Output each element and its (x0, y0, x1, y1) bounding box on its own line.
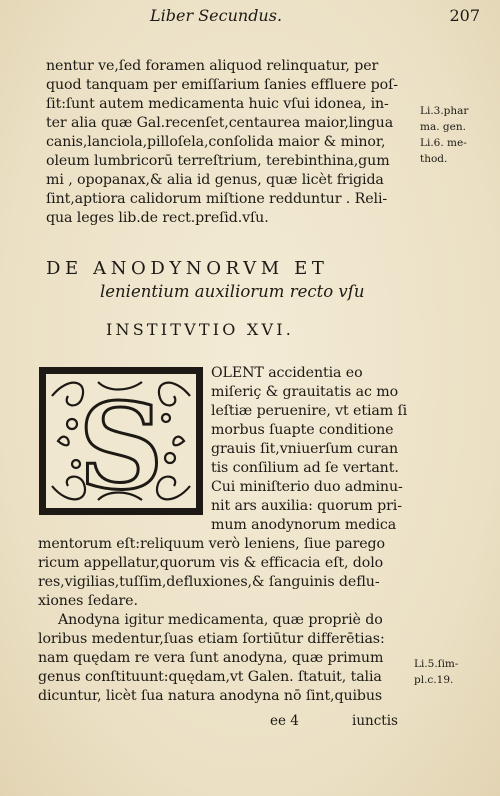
text-line: tis conſilium ad ſe vertant. (211, 460, 399, 476)
running-head-title: Liber Secundus. (150, 6, 283, 25)
text-line: morbus ſuapte conditione (211, 422, 394, 438)
text-line: loribus medentur,ſuas etiam ſortiūtur differētias: (38, 631, 385, 647)
text-line: mi , opopanax,& alia id genus, quæ licèt frigida (46, 172, 384, 188)
institutio-heading: INSTITVTIO XVI. (106, 320, 295, 339)
text-line: mum anodynorum medica (211, 517, 397, 533)
text-line: qua leges lib.de rect.preſid.vſu. (46, 210, 269, 226)
text-line: miſeriç & grauitatis ac mo (211, 384, 399, 400)
text-line: ricum appellatur,quorum vis & efficacia eſt, dolo (38, 555, 384, 571)
margin-note: Li.6. me- (420, 137, 467, 149)
text-line: ter alia quæ Gal.recenſet,centaurea maior,lingua (46, 115, 394, 131)
text-line: xiones ſedare. (38, 593, 138, 609)
margin-note: Li.5.ſim- (414, 658, 459, 670)
margin-note: pl.c.19. (414, 674, 454, 686)
margin-note: Li.3.phar (420, 105, 469, 117)
text-line: canis,lanciola,pilloſela,conſolida maior & minor, (46, 134, 386, 150)
text-line: oleum lumbricorū terreſtrium, terebinthina,gum (46, 153, 390, 169)
decorated-initial (38, 366, 204, 516)
text-line: Cui miniſterio duo adminu- (211, 479, 403, 495)
margin-note: thod. (420, 153, 448, 165)
text-line: grauis ſit,vniuerſum curan (211, 441, 399, 457)
text-line: nentur ve,ſed foramen aliquod relinquatur, per (46, 58, 379, 74)
text-line: dicuntur, licèt ſua natura anodyna nō ſint,quibus (38, 688, 383, 704)
margin-note: ma. gen. (420, 121, 466, 133)
catchword: iunctis (352, 713, 398, 729)
signature-mark: ee 4 (270, 713, 299, 729)
text-line: ſint,aptiora calidorum miſtione redduntur . Reli- (46, 191, 388, 207)
text-line: Anodyna igitur medicamenta, quæ propriè do (58, 612, 383, 628)
text-line: ſit:ſunt autem medicamenta huic vſui idonea, in- (46, 96, 389, 112)
text-line: OLENT accidentia eo (211, 365, 363, 381)
text-line: mentorum eſt:reliquum verò leniens, ſiue parego (38, 536, 385, 552)
text-line: res,vigilias,tuſſim,defluxiones,& ſanguinis deflu- (38, 574, 380, 590)
text-line: quod tanquam per emiſſarium ſanies effluere poſ- (46, 77, 398, 93)
initial-letter: S (78, 377, 164, 516)
text-line: genus conſtituunt:quędam,vt Galen. ſtatuit, talia (38, 669, 382, 685)
chapter-subtitle: lenientium auxiliorum recto vſu (100, 282, 365, 301)
chapter-title: DE ANODYNORVM ET (46, 258, 329, 279)
text-line: leſtiæ peruenire, vt etiam ſi (211, 403, 408, 419)
page-number: 207 (449, 6, 480, 25)
text-line: nam quędam re vera ſunt anodyna, quæ primum (38, 650, 384, 666)
text-line: nit ars auxilia: quorum pri- (211, 498, 402, 514)
